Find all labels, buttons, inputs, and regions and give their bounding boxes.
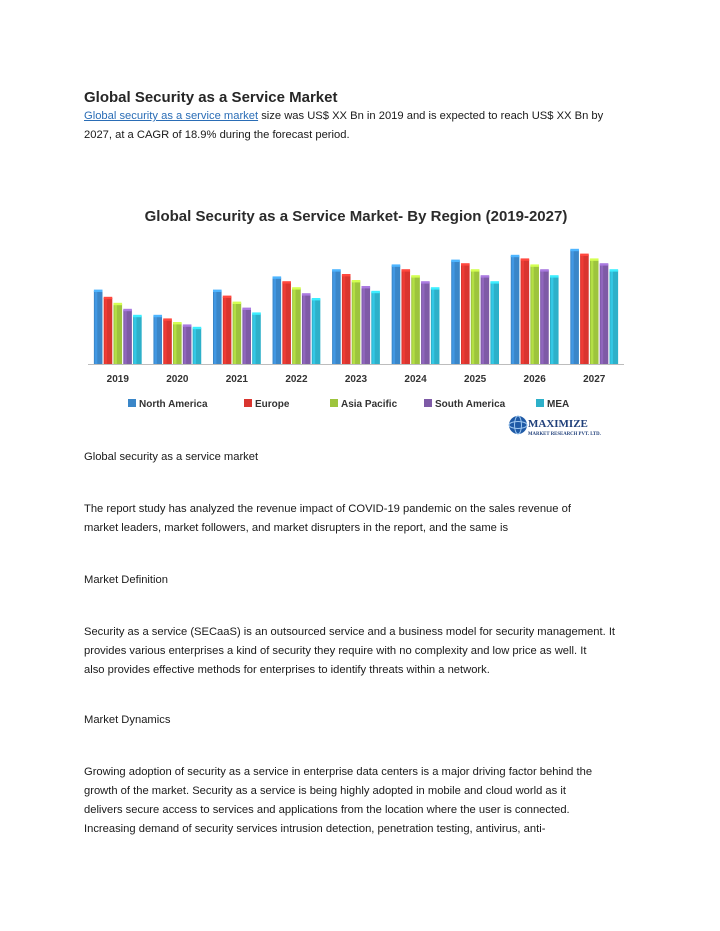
bar-cap: [471, 269, 480, 271]
x-tick-label: 2021: [225, 374, 249, 385]
bar-cap: [242, 308, 251, 310]
bar-cap: [153, 315, 162, 317]
bar-cap: [530, 264, 539, 266]
bar-highlight: [512, 256, 514, 364]
logo-subtitle: MARKET RESEARCH PVT. LTD.: [528, 432, 601, 437]
x-tick-label: 2020: [166, 374, 189, 385]
bar-cap: [550, 275, 559, 277]
x-tick-label: 2025: [463, 374, 487, 385]
bar-cap: [511, 255, 520, 257]
dynamics-line4: Increasing demand of security services intrusion detection, penetration testing, antivirus, anti-: [84, 823, 546, 835]
bar-highlight: [472, 270, 474, 364]
bar-highlight: [571, 250, 573, 364]
bar-highlight: [293, 288, 295, 364]
dynamics-line2: growth of the market. Security as a service is being highly adopted in mobile and cloud world as it: [84, 785, 566, 797]
bar-cap: [282, 281, 291, 283]
bar-highlight: [184, 326, 186, 364]
bar-highlight: [551, 276, 553, 364]
dynamics-line3: delivers secure access to services and applications from the location where the user is connected.: [84, 804, 570, 816]
bar-highlight: [224, 297, 226, 364]
bar-highlight: [114, 304, 116, 364]
chart-title: Global Security as a Service Market- By Region (2019-2027): [144, 208, 568, 225]
bar-cap: [233, 302, 242, 304]
bar-highlight: [611, 270, 613, 364]
region-bar-chart: [84, 196, 628, 442]
bar-highlight: [482, 276, 484, 364]
bar-cap: [123, 309, 132, 311]
dynamics-line1: Growing adoption of security as a service in enterprise data centers is a major driving factor behind the: [84, 766, 593, 778]
legend-label: South America: [435, 399, 506, 410]
report-paragraph: [84, 500, 644, 538]
market-link[interactable]: Global security as a service market: [84, 110, 259, 122]
bar-highlight: [105, 298, 107, 364]
report-line2: market leaders, market followers, and market disrupters in the report, and the same is: [84, 522, 509, 534]
bar-highlight: [452, 261, 454, 364]
bar-highlight: [174, 323, 176, 364]
bar-cap: [133, 315, 142, 317]
bar-highlight: [432, 288, 434, 364]
bar-cap: [213, 290, 222, 292]
intro-text-line1: size was US$ XX Bn in 2019 and is expected to reach US$ XX Bn by: [258, 110, 604, 122]
bar-cap: [332, 269, 341, 271]
bar-cap: [193, 327, 202, 329]
bar-cap: [431, 287, 440, 289]
bar-cap: [580, 254, 589, 256]
bar-cap: [173, 322, 182, 324]
bar-cap: [570, 249, 579, 251]
bar-cap: [223, 296, 232, 298]
bar-cap: [481, 275, 490, 277]
x-tick-label: 2022: [285, 374, 308, 385]
legend-swatch: [128, 399, 136, 407]
bar-highlight: [402, 270, 404, 364]
bar-highlight: [363, 287, 365, 364]
bar-highlight: [491, 282, 493, 364]
bar-cap: [352, 280, 361, 282]
bar-highlight: [134, 316, 136, 364]
bar-highlight: [462, 264, 464, 364]
bar-cap: [392, 264, 401, 266]
bar-highlight: [274, 278, 276, 364]
bar-cap: [411, 275, 420, 277]
dynamics-paragraph: [84, 763, 644, 839]
bar-cap: [273, 276, 282, 278]
bar-highlight: [353, 281, 355, 364]
bar-highlight: [422, 282, 424, 364]
intro-text-line2: 2027, at a CAGR of 18.9% during the forecast period.: [84, 129, 350, 141]
bar-cap: [461, 263, 470, 265]
bar-highlight: [164, 320, 166, 364]
bar-cap: [183, 324, 192, 326]
bar-highlight: [343, 275, 345, 364]
x-tick-label: 2019: [106, 374, 129, 385]
bar-highlight: [214, 291, 216, 364]
bar-cap: [421, 281, 430, 283]
bar-cap: [401, 269, 410, 271]
legend-label: MEA: [547, 399, 570, 410]
figure-caption: Global security as a service market: [84, 451, 259, 463]
bar-highlight: [194, 328, 196, 364]
bar-highlight: [243, 309, 245, 364]
section-heading-dynamics: Market Dynamics: [84, 714, 171, 726]
bar-cap: [540, 269, 549, 271]
bar-highlight: [154, 316, 156, 364]
legend-label: North America: [139, 399, 208, 410]
bar-highlight: [253, 314, 255, 364]
bar-highlight: [393, 266, 395, 364]
bar-highlight: [591, 260, 593, 364]
bar-cap: [451, 260, 460, 262]
intro-paragraph: [84, 107, 644, 145]
report-line1: The report study has analyzed the revenue impact of COVID-19 pandemic on the sales revenue of: [84, 503, 571, 515]
bar-highlight: [124, 310, 126, 364]
x-tick-label: 2023: [344, 374, 368, 385]
legend-swatch: [244, 399, 252, 407]
bar-highlight: [531, 266, 533, 364]
bar-highlight: [234, 303, 236, 364]
section-heading-definition: Market Definition: [84, 574, 168, 586]
bar-cap: [252, 312, 261, 314]
bar-cap: [610, 269, 619, 271]
chart-svg: [84, 196, 628, 442]
logo-globe-icon: [509, 416, 527, 434]
bar-highlight: [601, 264, 603, 364]
bar-cap: [590, 258, 599, 260]
x-tick-label: 2024: [404, 374, 427, 385]
legend-swatch: [424, 399, 432, 407]
bar-cap: [342, 274, 351, 276]
page-heading: Global Security as a Service Market: [84, 89, 338, 106]
bar-cap: [600, 263, 609, 265]
bar-cap: [490, 281, 499, 283]
bar-cap: [113, 303, 122, 305]
bar-cap: [94, 290, 103, 292]
definition-paragraph: [84, 623, 644, 680]
bar-highlight: [541, 270, 543, 364]
bar-highlight: [581, 255, 583, 364]
x-tick-label: 2026: [523, 374, 546, 385]
bar-highlight: [412, 276, 414, 364]
legend-label: Asia Pacific: [341, 399, 398, 410]
bar-cap: [312, 298, 321, 300]
bar-cap: [521, 258, 530, 260]
legend-swatch: [536, 399, 544, 407]
logo-name: MAXIMIZE: [528, 418, 588, 430]
definition-line2: provides various enterprises a kind of security they require with no complexity and low price as well. It: [84, 645, 587, 657]
bar-cap: [362, 286, 371, 288]
bar-cap: [371, 291, 380, 293]
legend-swatch: [330, 399, 338, 407]
bar-cap: [302, 293, 311, 295]
definition-line1: Security as a service (SECaaS) is an outsourced service and a business model for security management. It: [84, 626, 616, 638]
definition-line3: also provides effective methods for enterprises to identify threats within a network.: [84, 664, 490, 676]
x-tick-label: 2027: [583, 374, 606, 385]
bar-cap: [104, 297, 113, 299]
legend-label: Europe: [255, 399, 290, 410]
bar-highlight: [522, 260, 524, 364]
bar-highlight: [372, 292, 374, 364]
bar-highlight: [313, 299, 315, 364]
bar-highlight: [283, 282, 285, 364]
bar-cap: [292, 287, 301, 289]
bar-highlight: [303, 294, 305, 364]
bar-cap: [163, 318, 172, 320]
bar-highlight: [333, 270, 335, 364]
bar-highlight: [95, 291, 97, 364]
